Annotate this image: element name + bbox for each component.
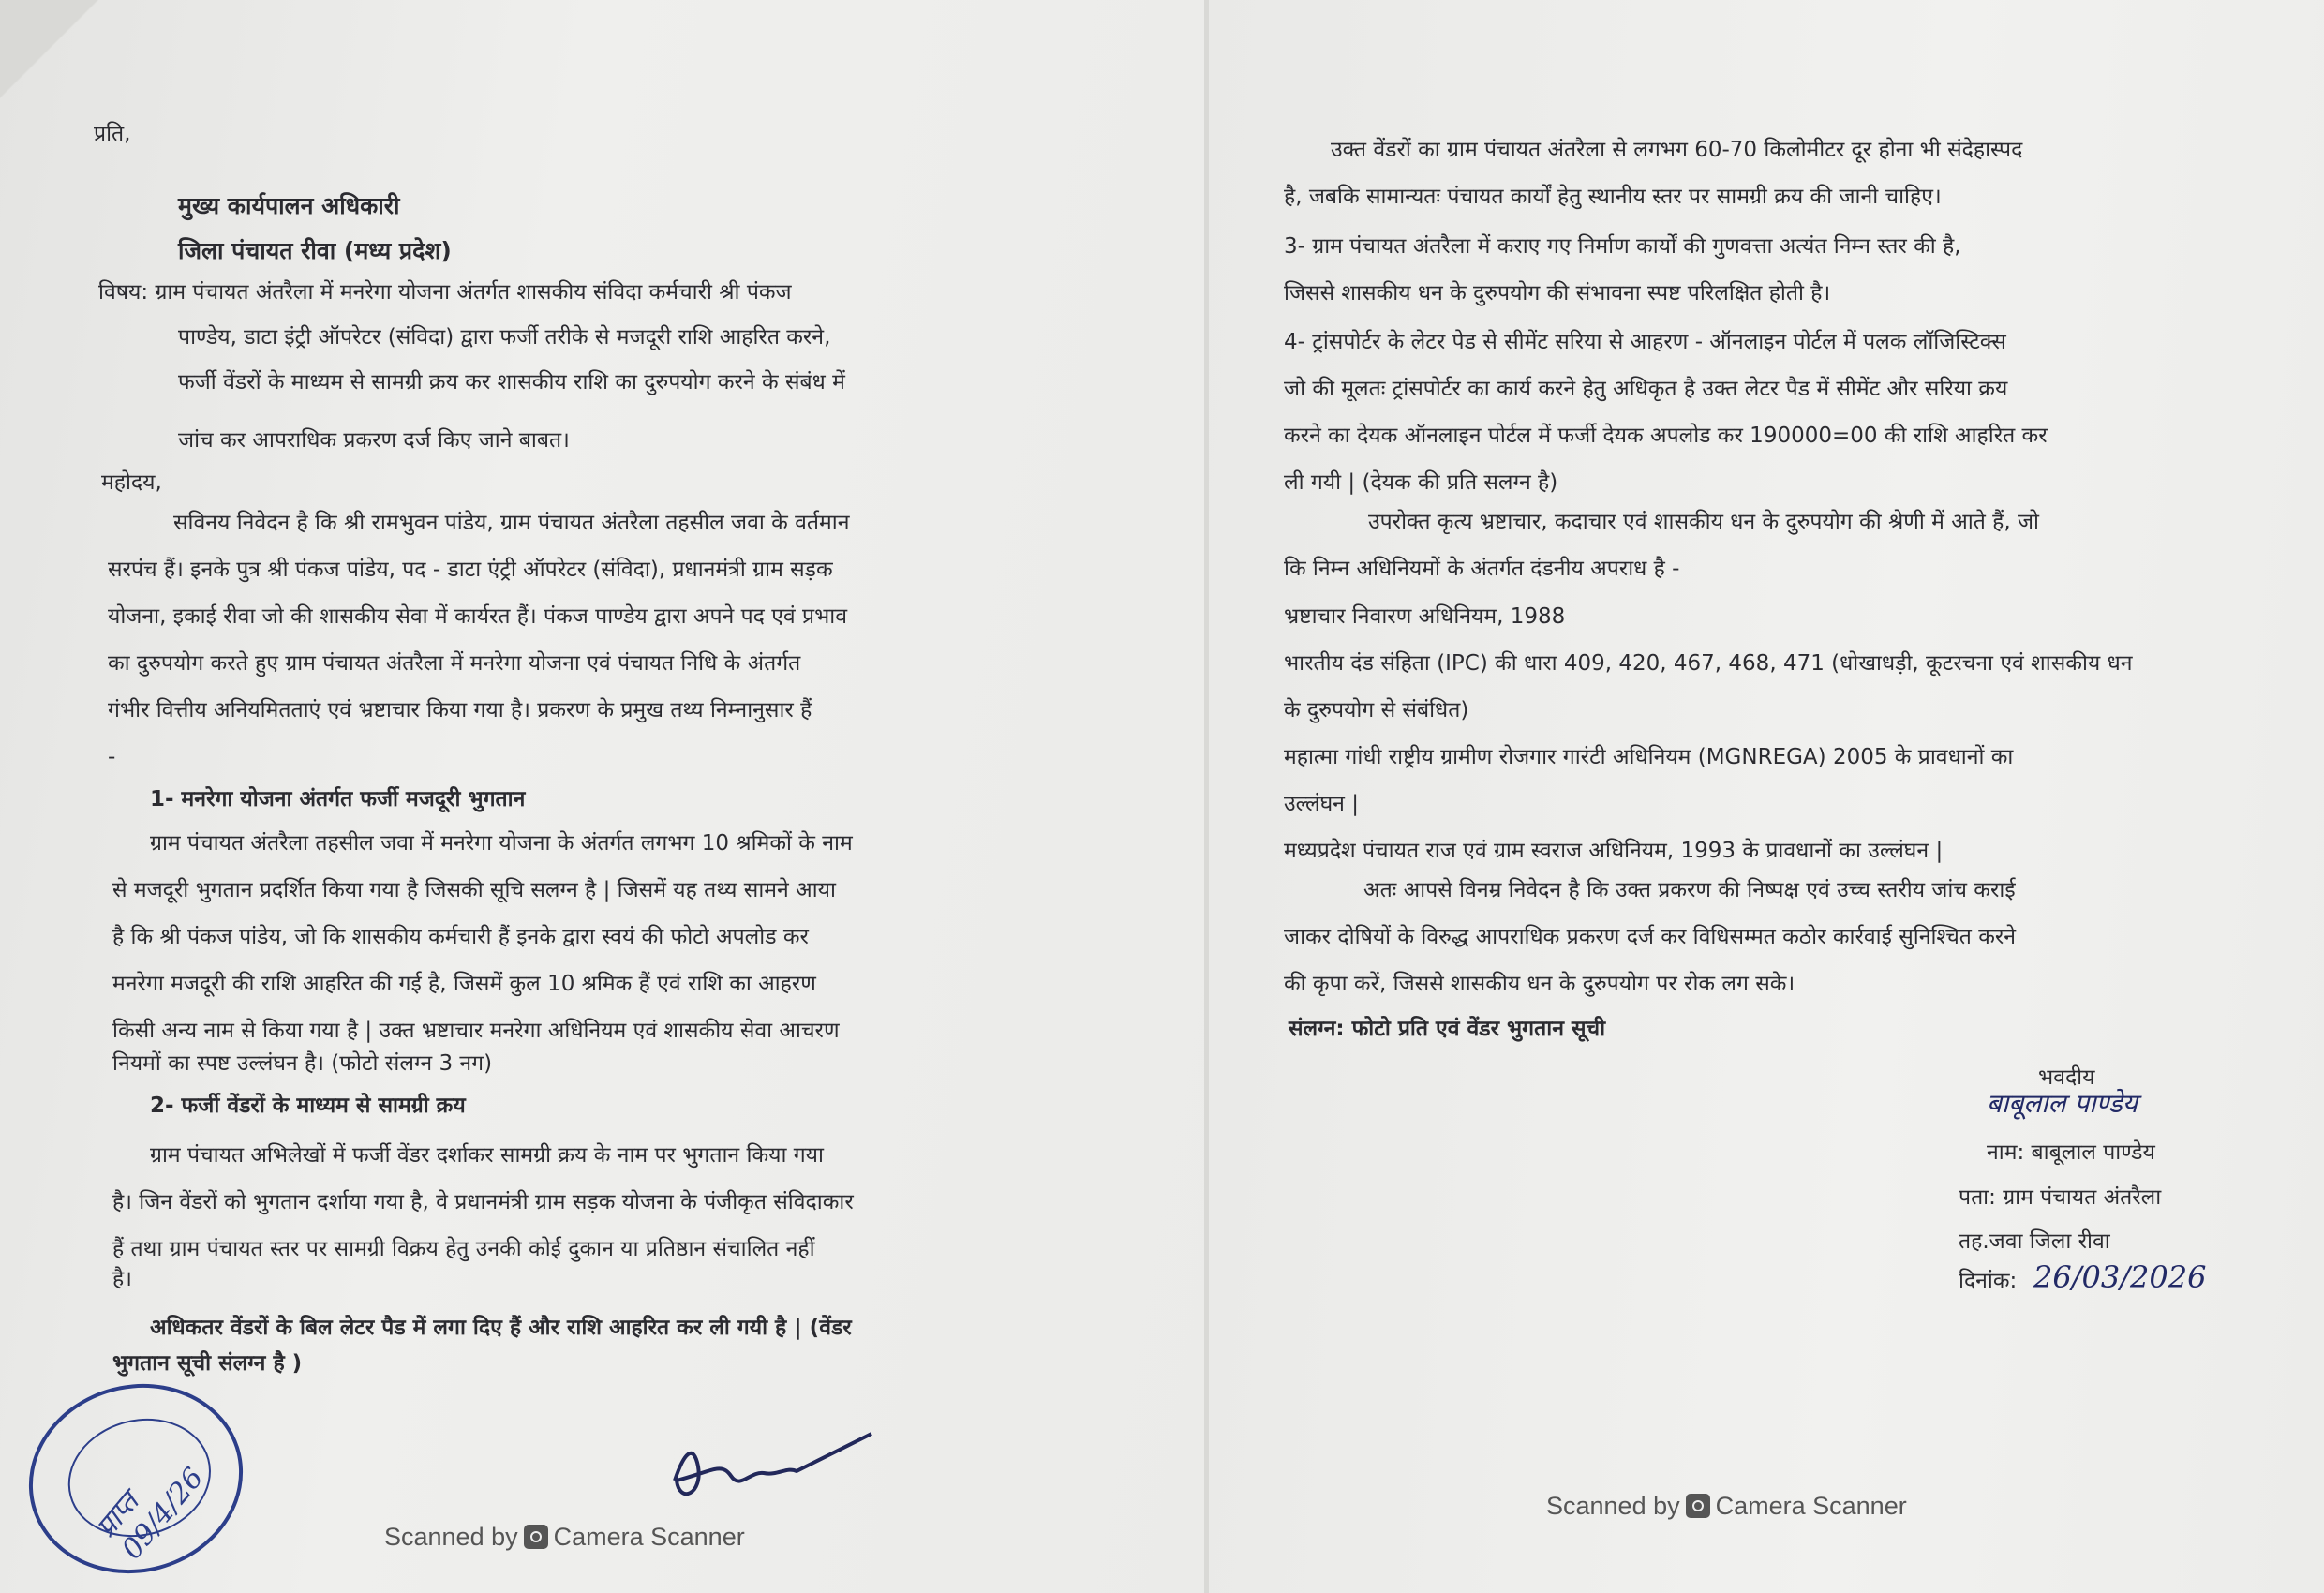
section-1-line: मनरेगा मजदूरी की राशि आहरित की गई है, जिसमें कुल 10 श्रमिक हैं एवं राशि का आहरण xyxy=(112,972,816,996)
received-stamp xyxy=(7,1361,264,1593)
camera-scanner-icon xyxy=(1686,1494,1710,1518)
point-4-line: करने का देयक ऑनलाइन पोर्टल में फर्जी देयक अपलोड कर 190000=00 की राशि आहरित कर xyxy=(1284,424,2048,448)
date-label: दिनांक: xyxy=(1959,1269,2018,1293)
sender-address: तह.जवा जिला रीवा xyxy=(1959,1229,2110,1254)
para-line: है, जबकि सामान्यतः पंचायत कार्यों हेतु स्थानीय स्तर पर सामग्री क्रय की जानी चाहिए। xyxy=(1284,185,1942,209)
act-item: उल्लंघन | xyxy=(1284,792,1359,816)
closing: भवदीय xyxy=(2038,1065,2095,1090)
para-line: उक्त वेंडरों का ग्राम पंचायत अंतरैला से लगभग 60-70 किलोमीटर दूर होना भी संदेहास्पद xyxy=(1331,138,2023,162)
request-line: की कृपा करें, जिससे शासकीय धन के दुरुपयोग पर रोक लग सके। xyxy=(1284,972,1795,996)
scanner-watermark xyxy=(384,1523,745,1552)
recipient-title: मुख्य कार्यपालन अधिकारी xyxy=(178,192,400,219)
intro-line: गंभीर वित्तीय अनियमितताएं एवं भ्रष्टाचार किया गया है। प्रकरण के प्रमुख तथ्य निम्नानुसार हैं xyxy=(108,698,812,722)
request-line: जाकर दोषियों के विरुद्ध आपराधिक प्रकरण दर्ज कर विधिसम्मत कठोर कार्रवाई सुनिश्चित करने xyxy=(1284,925,2017,949)
intro-line: सरपंच हैं। इनके पुत्र श्री पंकज पांडेय, पद - डाटा एंट्री ऑपरेटर (संविदा), प्रधानमंत्री ग्राम सड़क xyxy=(108,558,833,582)
signature xyxy=(656,1415,881,1518)
section-1-line: है कि श्री पंकज पांडेय, जो कि शासकीय कर्मचारी हैं इनके द्वारा स्वयं की फोटो अपलोड कर xyxy=(112,925,809,949)
act-item: भारतीय दंड संहिता (IPC) की धारा 409, 420, 467, 468, 471 (धोखाधड़ी, कूटरचना एवं शासकीय धन xyxy=(1284,651,2133,676)
intro-line: - xyxy=(108,745,116,769)
point-4-line: ली गयी | (देयक की प्रति सलग्न है) xyxy=(1284,470,1558,495)
letter-page-2 xyxy=(1209,0,2324,1593)
scanner-watermark xyxy=(1546,1492,1907,1521)
section-1-line: से मजदूरी भुगतान प्रदर्शित किया गया है जिसकी सूचि सलग्न है | जिसमें यह तथ्य सामने आया xyxy=(112,878,836,902)
section-1-heading: 1- मनरेगा योजना अंतर्गत फर्जी मजदूरी भुगतान xyxy=(150,787,526,811)
scanner-prefix: Scanned by xyxy=(384,1523,518,1551)
point-4-line: 4- ट्रांसपोर्टर के लेटर पेड से सीमेंट सरिया से आहरण - ऑनलाइन पोर्टल में पलक लॉजिस्टिक्स xyxy=(1284,330,2006,354)
to-label: प्रति, xyxy=(94,122,131,146)
act-item: महात्मा गांधी राष्ट्रीय ग्रामीण रोजगार गारंटी अधिनियम (MGNREGA) 2005 के प्रावधानों का xyxy=(1284,745,2014,769)
acts-intro-line: कि निम्न अधिनियमों के अंतर्गत दंडनीय अपराध है - xyxy=(1284,557,1680,581)
scanner-name: Camera Scanner xyxy=(1715,1492,1907,1520)
act-item: भ्रष्टाचार निवारण अधिनियम, 1988 xyxy=(1284,604,1566,629)
subject-line: विषय: ग्राम पंचायत अंतरैला में मनरेगा योजना अंतर्गत शासकीय संविदा कर्मचारी श्री पंकज xyxy=(98,280,792,305)
scanner-prefix: Scanned by xyxy=(1546,1492,1680,1520)
folded-corner xyxy=(0,0,112,103)
request-line: अतः आपसे विनम्र निवेदन है कि उक्त प्रकरण की निष्पक्ष एवं उच्च स्तरीय जांच कराई xyxy=(1363,878,2016,902)
intro-line: का दुरुपयोग करते हुए ग्राम पंचायत अंतरैला में मनरेगा योजना एवं पंचायत निधि के अंतर्गत xyxy=(108,651,801,676)
signature: बाबूलाल पाण्डेय xyxy=(1987,1088,2138,1119)
point-3-line: जिससे शासकीय धन के दुरुपयोग की संभावना स्पष्ट परिलक्षित होती है। xyxy=(1284,281,1831,305)
subject-line: जांच कर आपराधिक प्रकरण दर्ज किए जाने बाबत। xyxy=(178,428,570,453)
subject-line: फर्जी वेंडरों के माध्यम से सामग्री क्रय कर शासकीय राशि का दुरुपयोग करने के संबंध में xyxy=(178,370,845,395)
act-item: के दुरुपयोग से संबंधित) xyxy=(1284,698,1469,722)
section-1-line: किसी अन्य नाम से किया गया है | उक्त भ्रष्टाचार मनरेगा अधिनियम एवं शासकीय सेवा आचरण xyxy=(112,1019,840,1043)
section-2-line: ग्राम पंचायत अभिलेखों में फर्जी वेंडर दर्शाकर सामग्री क्रय के नाम पर भुगतान किया गया xyxy=(150,1143,824,1168)
intro-line: योजना, इकाई रीवा जो की शासकीय सेवा में कार्यरत हैं। पंकज पाण्डेय द्वारा अपने पद एवं प्रभाव xyxy=(108,604,848,629)
point-3-line: 3- ग्राम पंचायत अंतरैला में कराए गए निर्माण कार्यों की गुणवत्ता अत्यंत निम्न स्तर की है, xyxy=(1284,234,1961,259)
acts-intro-line: उपरोक्त कृत्य भ्रष्टाचार, कदाचार एवं शासकीय धन के दुरुपयोग की श्रेणी में आते हैं, जो xyxy=(1368,510,2040,534)
sender-address: पता: ग्राम पंचायत अंतरैला xyxy=(1959,1185,2162,1210)
stamp-text: प्राप्त 09/4/26 xyxy=(89,1461,211,1566)
section-2-line: हैं तथा ग्राम पंचायत स्तर पर सामग्री विक्रय हेतु उनकी कोई दुकान या प्रतिष्ठान संचालित नहीं xyxy=(112,1237,815,1261)
enclosure: संलग्न: फोटो प्रति एवं वेंडर भुगतान सूची xyxy=(1289,1017,1606,1041)
section-2-note: अधिकतर वेंडरों के बिल लेटर पैड में लगा दिए हैं और राशि आहरित कर ली गयी है | (वेंडर xyxy=(150,1316,852,1340)
subject-line: पाण्डेय, डाटा इंट्री ऑपरेटर (संविदा) द्वारा फर्जी तरीके से मजदूरी राशि आहरित करने, xyxy=(178,325,831,350)
section-1-line: ग्राम पंचायत अंतरैला तहसील जवा में मनरेगा योजना के अंतर्गत लगभग 10 श्रमिकों के नाम xyxy=(150,831,853,856)
point-4-line: जो की मूलतः ट्रांसपोर्टर का कार्य करने हेतु अधिकृत है उक्त लेटर पैड में सीमेंट और सरिया क्रय xyxy=(1284,377,2008,401)
act-item: मध्यप्रदेश पंचायत राज एवं ग्राम स्वराज अधिनियम, 1993 के प्रावधानों का उल्लंघन | xyxy=(1284,839,1944,863)
sender-name: नाम: बाबूलाल पाण्डेय xyxy=(1987,1140,2155,1165)
scanner-name: Camera Scanner xyxy=(553,1523,745,1551)
camera-scanner-icon xyxy=(524,1525,548,1549)
section-2-line: है। जिन वेंडरों को भुगतान दर्शाया गया है, वे प्रधानमंत्री ग्राम सड़क योजना के पंजीकृत संविदाकार xyxy=(112,1190,854,1214)
section-2-note: भुगतान सूची संलग्न है ) xyxy=(112,1351,303,1376)
section-1-line: नियमों का स्पष्ट उल्लंघन है। (फोटो संलग्न 3 नग) xyxy=(112,1051,493,1076)
recipient-office: जिला पंचायत रीवा (मध्य प्रदेश) xyxy=(178,237,452,264)
salutation: महोदय, xyxy=(101,470,162,495)
intro-line: सविनय निवेदन है कि श्री रामभुवन पांडेय, ग्राम पंचायत अंतरैला तहसील जवा के वर्तमान xyxy=(173,511,850,535)
date-value: 26/03/2026 xyxy=(2034,1259,2207,1295)
section-2-line: है। xyxy=(112,1267,132,1291)
section-2-heading: 2- फर्जी वेंडरों के माध्यम से सामग्री क्रय xyxy=(150,1094,466,1118)
